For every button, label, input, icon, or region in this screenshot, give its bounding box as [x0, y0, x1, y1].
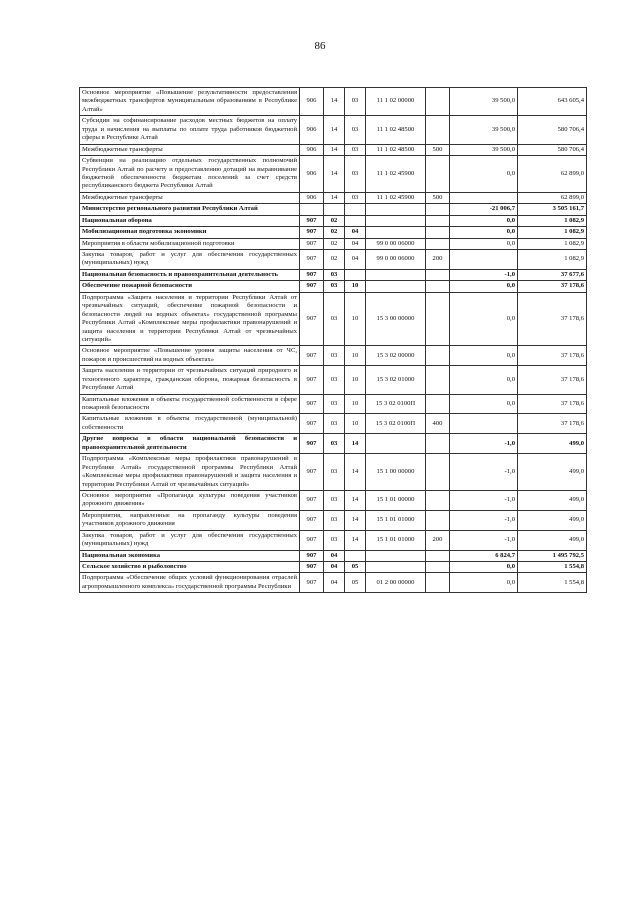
section-code-cell: 03: [324, 346, 345, 366]
expense-type-cell: [426, 454, 450, 491]
change-amount-cell: 0,0: [450, 562, 518, 573]
section-code-cell: 14: [324, 144, 345, 155]
section-code-cell: 14: [324, 88, 345, 116]
total-amount-cell: 1 495 792,5: [518, 550, 587, 561]
section-code-cell: 02: [324, 215, 345, 226]
grbs-code-cell: 906: [300, 192, 324, 203]
table-row: [80, 215, 587, 226]
expense-type-cell: 500: [426, 144, 450, 155]
grbs-code-cell: 906: [300, 156, 324, 193]
expense-type-cell: [426, 562, 450, 573]
change-amount-cell: 0,0: [450, 366, 518, 394]
subsection-code-cell: 14: [345, 530, 366, 550]
total-amount-cell: 37 178,6: [518, 366, 587, 394]
subsection-code-cell: [345, 215, 366, 226]
section-code-cell: 03: [324, 394, 345, 414]
target-article-cell: 11 1 02 48500: [366, 116, 426, 144]
table-row: [80, 510, 587, 530]
grbs-code-cell: 907: [300, 490, 324, 510]
total-amount-cell: 499,0: [518, 454, 587, 491]
subsection-code-cell: 03: [345, 116, 366, 144]
total-amount-cell: 1 082,9: [518, 227, 587, 238]
change-amount-cell: 39 500,0: [450, 116, 518, 144]
total-amount-cell: 499,0: [518, 510, 587, 530]
expense-type-cell: [426, 346, 450, 366]
section-code-cell: 02: [324, 227, 345, 238]
section-code-cell: 14: [324, 156, 345, 193]
subsection-code-cell: 10: [345, 281, 366, 292]
expense-name-cell: Межбюджетные трансферты: [80, 144, 300, 155]
expense-type-cell: [426, 510, 450, 530]
expense-name-cell: Мобилизационная подготовка экономики: [80, 227, 300, 238]
total-amount-cell: 499,0: [518, 530, 587, 550]
budget-table: [79, 87, 587, 593]
grbs-code-cell: 907: [300, 454, 324, 491]
total-amount-cell: 499,0: [518, 490, 587, 510]
target-article-cell: [366, 562, 426, 573]
subsection-code-cell: 03: [345, 192, 366, 203]
change-amount-cell: 0,0: [450, 215, 518, 226]
change-amount-cell: 0,0: [450, 238, 518, 249]
total-amount-cell: 1 082,9: [518, 238, 587, 249]
section-code-cell: [324, 204, 345, 215]
expense-type-cell: [426, 394, 450, 414]
expense-type-cell: 200: [426, 530, 450, 550]
target-article-cell: [366, 204, 426, 215]
table-row: [80, 394, 587, 414]
expense-name-cell: Другие вопросы в области национальной безопасности и правоохранительной деятельности: [80, 434, 300, 454]
table-row: [80, 366, 587, 394]
table-row: [80, 490, 587, 510]
expense-name-cell: Национальная оборона: [80, 215, 300, 226]
change-amount-cell: 0,0: [450, 394, 518, 414]
total-amount-cell: 1 082,9: [518, 215, 587, 226]
grbs-code-cell: 907: [300, 510, 324, 530]
target-article-cell: 15 1 01 01000: [366, 510, 426, 530]
expense-type-cell: [426, 227, 450, 238]
change-amount-cell: [450, 192, 518, 203]
section-code-cell: 04: [324, 562, 345, 573]
page-number: 86: [314, 40, 326, 52]
change-amount-cell: -21 006,7: [450, 204, 518, 215]
expense-name-cell: Подпрограмма «Обеспечение общих условий функционирования отраслей агропромышленного комплекса» государственной программы Республики: [80, 573, 300, 593]
table-row: [80, 269, 587, 280]
total-amount-cell: 580 706,4: [518, 116, 587, 144]
change-amount-cell: 39 500,0: [450, 144, 518, 155]
grbs-code-cell: 906: [300, 144, 324, 155]
expense-name-cell: Основное мероприятие «Повышение уровня защиты населения от ЧС, пожаров и происшествий на водных объектах»: [80, 346, 300, 366]
expense-name-cell: Субвенции на реализацию отдельных государственных полномочий Республики Алтай по расчету и предоставлению дотаций на выравнивание бюджетной обеспеченности бюджетам поселений за счет средств республиканского бюджета Республики Алтай: [80, 156, 300, 193]
grbs-code-cell: 907: [300, 550, 324, 561]
change-amount-cell: -1,0: [450, 269, 518, 280]
change-amount-cell: -1,0: [450, 490, 518, 510]
section-code-cell: 02: [324, 238, 345, 249]
section-code-cell: 03: [324, 530, 345, 550]
table-row: [80, 192, 587, 203]
expense-type-cell: [426, 281, 450, 292]
change-amount-cell: -1,0: [450, 530, 518, 550]
table-row: [80, 434, 587, 454]
target-article-cell: 15 3 02 0100П: [366, 394, 426, 414]
section-code-cell: 04: [324, 573, 345, 593]
target-article-cell: 15 3 00 00000: [366, 292, 426, 346]
target-article-cell: 15 3 02 01000: [366, 366, 426, 394]
expense-type-cell: [426, 573, 450, 593]
subsection-code-cell: 10: [345, 292, 366, 346]
expense-name-cell: Защита населения и территории от чрезвычайных ситуаций природного и техногенного характера, гражданская оборона, пожарная безопасность в Республике Алтай: [80, 366, 300, 394]
subsection-code-cell: 10: [345, 366, 366, 394]
expense-name-cell: Основное мероприятие «Повышение результативности предоставления межбюджетных трансфертов муниципальным образованиям в Республике Алтай»: [80, 88, 300, 116]
expense-name-cell: Мероприятия в области мобилизационной подготовки: [80, 238, 300, 249]
grbs-code-cell: 907: [300, 269, 324, 280]
target-article-cell: 15 1 00 00000: [366, 454, 426, 491]
change-amount-cell: [450, 414, 518, 434]
subsection-code-cell: 04: [345, 238, 366, 249]
table-row: [80, 156, 587, 193]
expense-name-cell: Сельское хозяйство и рыболовство: [80, 562, 300, 573]
expense-type-cell: [426, 204, 450, 215]
subsection-code-cell: [345, 204, 366, 215]
change-amount-cell: 39 500,0: [450, 88, 518, 116]
expense-name-cell: Закупка товаров, работ и услуг для обеспечения государственных (муниципальных) нужд: [80, 250, 300, 270]
table-row: [80, 346, 587, 366]
grbs-code-cell: 907: [300, 281, 324, 292]
table-row: [80, 550, 587, 561]
subsection-code-cell: 04: [345, 227, 366, 238]
change-amount-cell: 0,0: [450, 156, 518, 193]
grbs-code-cell: 907: [300, 530, 324, 550]
expense-name-cell: Мероприятия, направленные на пропаганду культуры поведения участников дорожного движения: [80, 510, 300, 530]
table-row: [80, 204, 587, 215]
expense-name-cell: Капитальные вложения в объекты государственной (муниципальной) собственности: [80, 414, 300, 434]
total-amount-cell: 580 706,4: [518, 144, 587, 155]
section-code-cell: 03: [324, 454, 345, 491]
subsection-code-cell: 14: [345, 510, 366, 530]
expense-name-cell: Подпрограмма «Защита населения и территории Республики Алтай от чрезвычайных ситуаций, обеспечение пожарной безопасности и безопасности людей на водных объектах» государственной программы Республики Алтай «Комплексные меры профилактики правонарушений и защита населения и территории Республики Алтай от чрезвычайных ситуаций»: [80, 292, 300, 346]
expense-name-cell: Национальная безопасность и правоохранительная деятельность: [80, 269, 300, 280]
subsection-code-cell: [345, 269, 366, 280]
target-article-cell: [366, 550, 426, 561]
total-amount-cell: 643 605,4: [518, 88, 587, 116]
target-article-cell: [366, 215, 426, 226]
grbs-code-cell: 907: [300, 562, 324, 573]
subsection-code-cell: 03: [345, 88, 366, 116]
expense-type-cell: [426, 550, 450, 561]
section-code-cell: 03: [324, 490, 345, 510]
expense-type-cell: [426, 490, 450, 510]
expense-type-cell: [426, 366, 450, 394]
table-row: [80, 227, 587, 238]
change-amount-cell: 0,0: [450, 227, 518, 238]
section-code-cell: 03: [324, 366, 345, 394]
expense-name-cell: Основное мероприятие «Пропаганда культуры поведения участников дорожного движения»: [80, 490, 300, 510]
table-row: [80, 281, 587, 292]
subsection-code-cell: 10: [345, 394, 366, 414]
section-code-cell: 03: [324, 510, 345, 530]
subsection-code-cell: 14: [345, 490, 366, 510]
expense-type-cell: 400: [426, 414, 450, 434]
section-code-cell: 14: [324, 192, 345, 203]
total-amount-cell: 37 677,6: [518, 269, 587, 280]
grbs-code-cell: 906: [300, 88, 324, 116]
change-amount-cell: 0,0: [450, 281, 518, 292]
target-article-cell: [366, 434, 426, 454]
subsection-code-cell: 03: [345, 156, 366, 193]
total-amount-cell: 37 178,6: [518, 292, 587, 346]
grbs-code-cell: 907: [300, 414, 324, 434]
target-article-cell: 99 0 00 06000: [366, 238, 426, 249]
total-amount-cell: 62 899,0: [518, 192, 587, 203]
expense-type-cell: [426, 215, 450, 226]
total-amount-cell: 37 178,6: [518, 346, 587, 366]
grbs-code-cell: 907: [300, 573, 324, 593]
subsection-code-cell: 03: [345, 144, 366, 155]
expense-type-cell: [426, 269, 450, 280]
table-row: [80, 562, 587, 573]
change-amount-cell: 6 824,7: [450, 550, 518, 561]
target-article-cell: [366, 269, 426, 280]
table-row: [80, 573, 587, 593]
expense-type-cell: [426, 434, 450, 454]
grbs-code-cell: 907: [300, 346, 324, 366]
subsection-code-cell: 04: [345, 250, 366, 270]
grbs-code-cell: [300, 204, 324, 215]
grbs-code-cell: 907: [300, 215, 324, 226]
section-code-cell: 14: [324, 116, 345, 144]
change-amount-cell: -1,0: [450, 434, 518, 454]
expense-type-cell: [426, 88, 450, 116]
expense-name-cell: Подпрограмма «Комплексные меры профилактики правонарушений в Республике Алтай» государственной программы Республики Алтай «Комплексные меры профилактики правонарушений и защита населения и территории Республики Алтай от чрезвычайных ситуаций»: [80, 454, 300, 491]
subsection-code-cell: [345, 550, 366, 561]
target-article-cell: 99 0 00 06000: [366, 250, 426, 270]
change-amount-cell: [450, 250, 518, 270]
grbs-code-cell: 907: [300, 394, 324, 414]
total-amount-cell: 37 178,6: [518, 414, 587, 434]
section-code-cell: 04: [324, 550, 345, 561]
change-amount-cell: -1,0: [450, 510, 518, 530]
subsection-code-cell: 10: [345, 346, 366, 366]
expense-type-cell: [426, 238, 450, 249]
total-amount-cell: 1 554,8: [518, 573, 587, 593]
expense-type-cell: 500: [426, 192, 450, 203]
subsection-code-cell: 14: [345, 434, 366, 454]
change-amount-cell: 0,0: [450, 292, 518, 346]
table-row: [80, 414, 587, 434]
grbs-code-cell: 907: [300, 434, 324, 454]
subsection-code-cell: 05: [345, 573, 366, 593]
section-code-cell: 03: [324, 281, 345, 292]
change-amount-cell: -1,0: [450, 454, 518, 491]
expense-type-cell: [426, 116, 450, 144]
expense-type-cell: 200: [426, 250, 450, 270]
target-article-cell: 15 1 01 00000: [366, 490, 426, 510]
table-row: [80, 530, 587, 550]
change-amount-cell: 0,0: [450, 573, 518, 593]
total-amount-cell: 1 082,9: [518, 250, 587, 270]
target-article-cell: 15 1 01 01000: [366, 530, 426, 550]
target-article-cell: 01 2 00 00000: [366, 573, 426, 593]
target-article-cell: [366, 227, 426, 238]
target-article-cell: 15 3 02 0100П: [366, 414, 426, 434]
grbs-code-cell: 907: [300, 292, 324, 346]
subsection-code-cell: 10: [345, 414, 366, 434]
subsection-code-cell: 14: [345, 454, 366, 491]
expense-type-cell: [426, 292, 450, 346]
change-amount-cell: 0,0: [450, 346, 518, 366]
expense-name-cell: Субсидии на софинансирование расходов местных бюджетов на оплату труда и начисления на выплаты по оплате труда работников бюджетной сферы в Республике Алтай: [80, 116, 300, 144]
budget-table-body: [80, 88, 587, 593]
grbs-code-cell: 907: [300, 366, 324, 394]
section-code-cell: 03: [324, 414, 345, 434]
expense-type-cell: [426, 156, 450, 193]
section-code-cell: 03: [324, 434, 345, 454]
grbs-code-cell: 906: [300, 116, 324, 144]
grbs-code-cell: 907: [300, 250, 324, 270]
grbs-code-cell: 907: [300, 238, 324, 249]
expense-name-cell: Межбюджетные трансферты: [80, 192, 300, 203]
section-code-cell: 03: [324, 269, 345, 280]
expense-name-cell: Национальная экономика: [80, 550, 300, 561]
total-amount-cell: 37 178,6: [518, 281, 587, 292]
table-row: [80, 88, 587, 116]
grbs-code-cell: 907: [300, 227, 324, 238]
total-amount-cell: 3 505 161,7: [518, 204, 587, 215]
expense-name-cell: Закупка товаров, работ и услуг для обеспечения государственных (муниципальных) нужд: [80, 530, 300, 550]
target-article-cell: 11 1 02 00000: [366, 88, 426, 116]
table-row: [80, 454, 587, 491]
target-article-cell: 11 1 02 45900: [366, 192, 426, 203]
total-amount-cell: 499,0: [518, 434, 587, 454]
target-article-cell: 11 1 02 48500: [366, 144, 426, 155]
target-article-cell: 15 3 02 00000: [366, 346, 426, 366]
table-row: [80, 250, 587, 270]
section-code-cell: 02: [324, 250, 345, 270]
total-amount-cell: 1 554,8: [518, 562, 587, 573]
expense-name-cell: Обеспечение пожарной безопасности: [80, 281, 300, 292]
table-row: [80, 238, 587, 249]
expense-name-cell: Министерство регионального развития Республики Алтай: [80, 204, 300, 215]
total-amount-cell: 37 178,6: [518, 394, 587, 414]
subsection-code-cell: 05: [345, 562, 366, 573]
total-amount-cell: 62 899,0: [518, 156, 587, 193]
table-row: [80, 144, 587, 155]
target-article-cell: [366, 281, 426, 292]
expense-name-cell: Капитальные вложения в объекты государственной собственности в сфере пожарной безопасности: [80, 394, 300, 414]
section-code-cell: 03: [324, 292, 345, 346]
table-row: [80, 292, 587, 346]
target-article-cell: 11 1 02 45900: [366, 156, 426, 193]
table-row: [80, 116, 587, 144]
